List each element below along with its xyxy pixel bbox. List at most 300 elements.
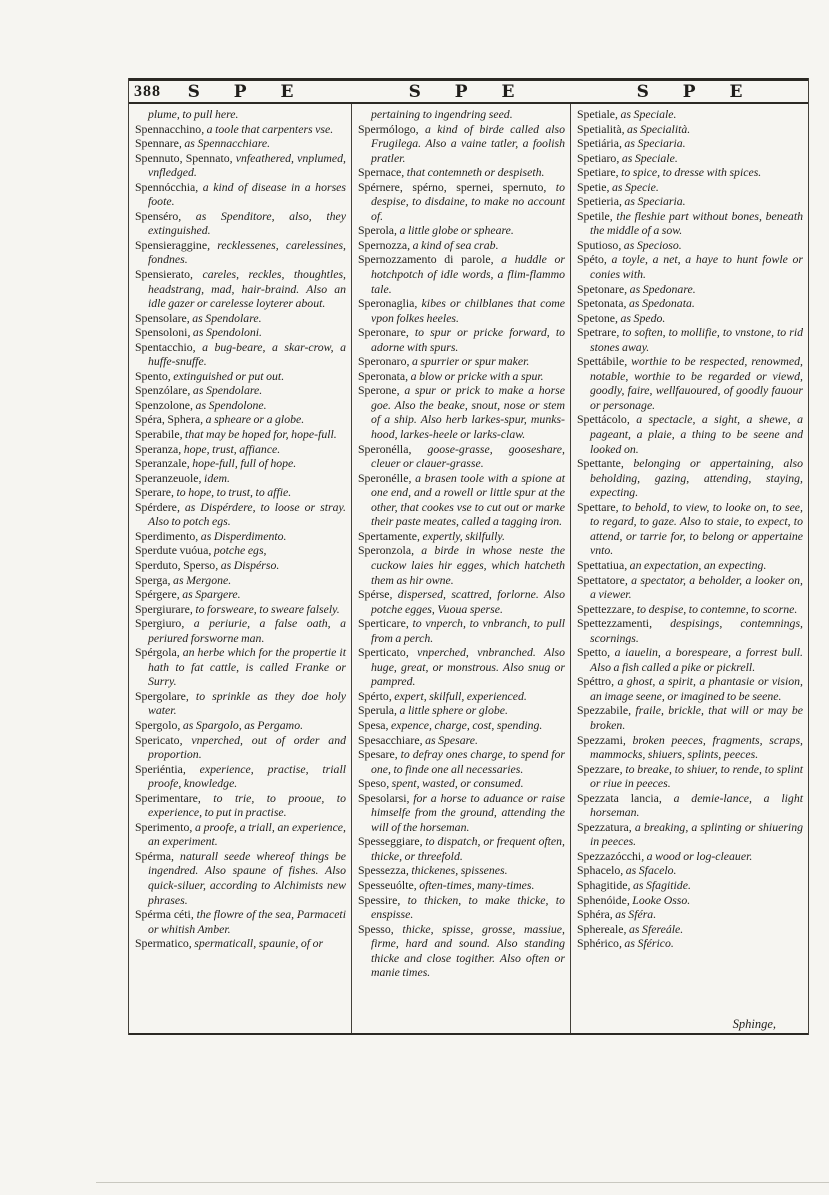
dictionary-entry	[358, 791, 565, 835]
dictionary-entry	[577, 907, 803, 922]
dictionary-entry	[358, 703, 565, 718]
column-header-2: S P E	[408, 81, 529, 102]
headword: Speronata	[358, 368, 406, 383]
definition: , to despise, to contemne, to scorne.	[631, 601, 798, 616]
headword: Spetonata	[577, 296, 624, 311]
headword: Sperimentare	[135, 790, 198, 805]
dictionary-entry	[577, 791, 803, 820]
dictionary-entry	[358, 543, 565, 587]
dictionary-entry	[577, 311, 803, 326]
headword: Speronzola	[358, 543, 412, 558]
definition: , as Sfacelo.	[620, 863, 677, 878]
headword: Spérdere	[135, 499, 177, 514]
definition: , a spectator, a beholder, a looker on, a viewer.	[590, 572, 803, 602]
dictionary-entry	[358, 383, 565, 441]
headword: Sphenóide	[577, 892, 627, 907]
headword: Sperone	[358, 383, 397, 398]
headword: Spento	[135, 368, 168, 383]
definition: , to spice, to dresse with spices.	[615, 165, 762, 180]
definition: , a iauelin, a borespeare, a forrest bull. Also a fish called a pike or pickrell.	[590, 645, 803, 674]
definition: , a kind of birde called also Frugilega. Also a vaine tatler, a foolish pratler.	[371, 121, 565, 165]
dictionary-entry	[358, 471, 565, 529]
definition: , a bug-beare, a skar-crow, a huffe-snuffe.	[148, 339, 346, 369]
dictionary-column-2	[352, 104, 571, 1033]
headword: Speranzale	[135, 456, 187, 471]
headword: Spennócchia	[135, 179, 196, 194]
dictionary-entry	[135, 325, 346, 340]
dictionary-entry	[135, 543, 346, 558]
headword: Speso	[358, 776, 387, 791]
definition: , as Spedo.	[615, 310, 666, 325]
headword: Spettatore	[577, 572, 625, 587]
dictionary-entry	[577, 893, 803, 908]
headword: Spesare	[358, 747, 395, 762]
dictionary-entry	[358, 645, 565, 689]
headword: Spettábile	[577, 354, 625, 369]
definition: , naturall seede whereof things be ingendred. Also spaune of fishes. Also quick-siluer, according to Alchimists new phrases.	[148, 848, 346, 907]
dictionary-entry	[135, 558, 346, 573]
catchword: Sphinge,	[732, 1017, 776, 1031]
dictionary-entry	[577, 151, 803, 166]
dictionary-entry	[358, 718, 565, 733]
dictionary-entry	[135, 151, 346, 180]
headword: Spérma céti	[135, 907, 191, 922]
dictionary-entry	[577, 194, 803, 209]
dictionary-entry	[577, 165, 803, 180]
dictionary-entry	[358, 165, 565, 180]
dictionary-entry	[135, 718, 346, 733]
dictionary-entry	[358, 733, 565, 748]
dictionary-entry	[135, 689, 346, 718]
dictionary-entry	[577, 354, 803, 412]
columns-area	[129, 104, 808, 1035]
headword: Sphéra	[577, 907, 610, 922]
definition: , to sprinkle as they doe holy water.	[148, 688, 346, 718]
definition: , as Spedonata.	[623, 296, 695, 311]
dictionary-entry	[577, 412, 803, 456]
definition: , as Disperdimento.	[195, 528, 287, 543]
headword: Spergolo	[135, 717, 178, 732]
headword: Spesacchiare	[358, 732, 420, 747]
definition: , a little sphere or globe.	[394, 703, 508, 718]
definition: , as Spendolare.	[186, 310, 262, 325]
dictionary-entry	[135, 936, 346, 951]
definition: , expertly, skilfully.	[416, 528, 505, 543]
dictionary-entry	[577, 456, 803, 500]
definition: , goose-grasse, gooseshare, cleuer or clauer-grasse.	[371, 441, 565, 471]
dictionary-entry	[577, 922, 803, 937]
dictionary-entry	[135, 136, 346, 151]
dictionary-entry	[135, 180, 346, 209]
dictionary-entry	[577, 863, 803, 878]
dictionary-entry	[135, 573, 346, 588]
headword: Spettatiua	[577, 557, 625, 572]
headword: Sputioso	[577, 237, 619, 252]
dictionary-entry	[577, 573, 803, 602]
definition: , to trie, to prooue, to experience, to put in practise.	[148, 790, 346, 820]
headword: Spettezzamenti	[577, 616, 650, 631]
definition: , hope, trust, affiance.	[178, 441, 281, 456]
dictionary-entry	[358, 107, 565, 122]
definition: , to breake, to shiuer, to rende, to splint or riue in peeces.	[590, 761, 803, 791]
dictionary-entry	[577, 645, 803, 674]
headword: Spéto	[577, 252, 604, 267]
dictionary-entry	[135, 602, 346, 617]
definition: , as Sfagitide.	[627, 877, 691, 892]
headword: Spetonare	[577, 281, 625, 296]
headword: Spertamente	[358, 528, 417, 543]
dictionary-entry	[135, 238, 346, 267]
dictionary-entry	[358, 863, 565, 878]
definition: , a toyle, a net, a haye to hunt fowle or conies with.	[590, 252, 803, 282]
definition: , fraile, brickle, that will or may be broken.	[590, 703, 803, 732]
dictionary-entry	[358, 354, 565, 369]
definition: , worthie to be respected, renowmed, notable, worthie to be regarded or viewd, goodly, faire, wellfauoured, of goodly fauour or personage.	[590, 354, 803, 412]
dictionary-entry	[135, 485, 346, 500]
dictionary-entry	[358, 238, 565, 253]
definition: , as Spennacchiare.	[178, 136, 271, 151]
headword: Spérse	[358, 587, 390, 602]
dictionary-entry	[135, 456, 346, 471]
dictionary-entry	[135, 791, 346, 820]
headword: Spermólogo	[358, 121, 416, 136]
headword: Spernace	[358, 165, 402, 180]
headword: Spérnere, spérno, spernei, spernuto	[358, 179, 544, 194]
headword: Spensierato	[135, 267, 191, 282]
headword: Spéttro	[577, 674, 612, 689]
dictionary-entry	[577, 107, 803, 122]
headword: Spergolare	[135, 688, 186, 703]
definition: , vnfeathered, vnplumed, vnfledged.	[148, 150, 346, 180]
headword: Spezzatura	[577, 819, 629, 834]
headword: Spezzabile	[577, 703, 629, 718]
definition: , vnperched, vnbranched. Also huge, great, or monstrous. Also snug or pampred.	[371, 645, 565, 689]
definition: , broken peeces, fragments, scraps, mammocks, shiuers, splints, peeces.	[590, 732, 803, 762]
definition: , experience, practise, triall proofe, knowledge.	[148, 761, 346, 791]
dictionary-column-3	[571, 104, 808, 1033]
headword: Spericato	[135, 732, 180, 747]
definition: , as Spargolo, as Pergamo.	[177, 717, 304, 732]
definition: , a little globe or spheare.	[394, 223, 514, 238]
dictionary-entry	[135, 471, 346, 486]
definition: , to soften, to mollifie, to vnstone, to rid stones away.	[590, 325, 803, 354]
definition: , to hope, to trust, to affie.	[171, 485, 292, 500]
headword: Spermatico	[135, 936, 189, 951]
definition: , as Sféra.	[609, 907, 657, 922]
dictionary-entry	[135, 412, 346, 427]
dictionary-entry	[577, 558, 803, 573]
dictionary-entry	[577, 820, 803, 849]
headword: Sperimento	[135, 819, 190, 834]
dictionary-entry	[577, 936, 803, 951]
headword: Spennuto, Spennato	[135, 150, 230, 165]
definition: , vnperched, out of order and proportion.	[148, 732, 346, 762]
headword: Sperola	[358, 223, 395, 238]
dictionary-entry	[358, 747, 565, 776]
definition: , as Spesare.	[419, 732, 478, 747]
dictionary-entry	[135, 442, 346, 457]
dictionary-entry	[577, 180, 803, 195]
dictionary-entry	[577, 733, 803, 762]
definition: , as Speciaria.	[618, 194, 686, 209]
dictionary-entry	[135, 267, 346, 311]
definition: , to thicken, to make thicke, to enspisse.	[371, 892, 565, 922]
headword: Sperdute vuóua	[135, 543, 209, 558]
definition: , as Mergone.	[167, 572, 232, 587]
headword: Spezzazócchi	[577, 848, 642, 863]
dictionary-entry	[577, 209, 803, 238]
dictionary-entry	[135, 820, 346, 849]
headword: Spergiurare	[135, 601, 190, 616]
definition: , a huddle or hotchpotch of idle words, a flim-flammo tale.	[371, 252, 565, 296]
headword: Spenséro	[135, 208, 179, 223]
dictionary-entry	[135, 209, 346, 238]
dictionary-entry	[135, 645, 346, 689]
headword: Spesseggiare	[358, 834, 420, 849]
definition: , to defray ones charge, to spend for one, to finde one all necessaries.	[371, 747, 565, 776]
dictionary-entry	[135, 529, 346, 544]
headword: Spenzólare	[135, 383, 188, 398]
headword: Spesso	[358, 921, 391, 936]
headword: Spetie	[577, 179, 607, 194]
definition: , expert, skilfull, experienced.	[388, 688, 527, 703]
definition: , expence, charge, cost, spending.	[385, 717, 543, 732]
headword: Spetieria	[577, 194, 619, 209]
definition: , idem.	[198, 470, 230, 485]
definition: , often-times, many-times.	[413, 877, 535, 892]
definition: , spent, wasted, or consumed.	[386, 776, 524, 791]
headword: Spesseuólte	[358, 877, 414, 892]
dictionary-entry	[358, 689, 565, 704]
definition: , as Specialità.	[621, 121, 691, 136]
dictionary-entry	[358, 325, 565, 354]
headword: Spezzata lancia	[577, 790, 659, 805]
headword: Spérto	[358, 688, 389, 703]
headword: Spetialità	[577, 121, 622, 136]
definition: , a kind of sea crab.	[407, 237, 499, 252]
dictionary-entry	[135, 311, 346, 326]
headword: Spessezza	[358, 863, 406, 878]
definition: , as Spendoloni.	[187, 325, 263, 340]
dictionary-entry	[135, 340, 346, 369]
headword: Spensoloni	[135, 325, 188, 340]
definition: , as Specioso.	[618, 237, 682, 252]
headword: Sperabile	[135, 427, 180, 442]
dictionary-entry	[358, 776, 565, 791]
headword: Spezzami	[577, 732, 623, 747]
dictionary-entry	[135, 500, 346, 529]
page-edge-line	[96, 1182, 829, 1183]
definition: , a demie-lance, a light horseman.	[590, 790, 803, 820]
dictionary-entry	[358, 878, 565, 893]
definition: , as Dispérdere, to loose or stray. Also to potch egs.	[148, 499, 346, 529]
dictionary-entry	[577, 296, 803, 311]
definition: , as Spendolare.	[187, 383, 263, 398]
definition: , as Dispérso.	[215, 557, 280, 572]
definition: , the flowre of the sea, Parmaceti or whitish Amber.	[148, 907, 346, 936]
headword: Spettácolo	[577, 412, 627, 427]
dictionary-entry	[135, 383, 346, 398]
definition: , to forsweare, to sweare falsely.	[189, 601, 340, 616]
definition: , dispersed, scattred, forlorne. Also potche egges, Vuoua sperse.	[371, 587, 565, 616]
headword: Speranza	[135, 441, 179, 456]
definition: , as Speciale.	[615, 107, 677, 121]
headword: Sperdimento	[135, 528, 196, 543]
dictionary-entry	[358, 296, 565, 325]
dictionary-entry	[135, 369, 346, 384]
headword: Spennare	[135, 136, 179, 151]
dictionary-entry	[135, 587, 346, 602]
headword: Sphacelo	[577, 863, 621, 878]
definition: , as Specie.	[606, 179, 659, 194]
definition: , as Speciale.	[616, 150, 678, 165]
definition: , thicke, spisse, grosse, massiue, firme, hard and sound. Also standing thicke and close togither. Also often or manie times.	[371, 921, 565, 980]
definition: , recklessenes, carelessines, fondnes.	[148, 237, 346, 267]
headword: Sphérico	[577, 936, 619, 951]
dictionary-entry	[577, 325, 803, 354]
headword: Speronélla	[358, 441, 409, 456]
definition: pertaining to ingendring seed.	[371, 107, 513, 121]
headword: Speriéntia	[135, 761, 183, 776]
definition: , for a horse to aduance or raise himselfe from the ground, attending the will of the horseman.	[371, 790, 565, 834]
dictionary-entry	[577, 878, 803, 893]
definition: , potche egs,	[208, 543, 267, 558]
headword: Spérgere	[135, 587, 177, 602]
definition: , to despise, to disdaine, to make no account of.	[371, 179, 565, 223]
dictionary-entry	[577, 122, 803, 137]
dictionary-entry	[577, 674, 803, 703]
definition: , a periurie, a false oath, a periured forsworne man.	[148, 616, 346, 645]
headword: Spetile	[577, 208, 610, 223]
definition: , kibes or chilblanes that come vpon folkes heeles.	[371, 296, 565, 325]
page-number: 388	[134, 83, 161, 100]
definition: , hope-full, full of hope.	[186, 456, 297, 471]
headword: Spettare	[577, 499, 616, 514]
definition: , Looke Osso.	[626, 892, 691, 907]
column-header-3: S P E	[636, 81, 757, 102]
headword: Spetone	[577, 310, 616, 325]
headword: Speronélle	[358, 470, 409, 485]
definition: , as Speciaria.	[618, 136, 686, 151]
definition: , a spheare or a globe.	[200, 412, 305, 427]
dictionary-entry	[358, 442, 565, 471]
definition: , a wood or log-cleauer.	[641, 848, 753, 863]
dictionary-entry	[135, 427, 346, 442]
dictionary-entry	[135, 762, 346, 791]
dictionary-entry	[358, 529, 565, 544]
headword: Sphagitide	[577, 877, 628, 892]
dictionary-entry	[577, 282, 803, 297]
definition: , as Spendolone.	[190, 397, 267, 412]
dictionary-entry	[577, 252, 803, 281]
definition: , a spectacle, a sight, a shewe, a pageant, a plaie, a thing to be seene and looked on.	[590, 412, 803, 456]
headword: Spensolare	[135, 310, 187, 325]
definition: , that contemneth or despiseth.	[401, 165, 545, 180]
headword: Spetto	[577, 645, 608, 660]
dictionary-entry	[135, 616, 346, 645]
definition: , a proofe, a triall, an experience, an experiment.	[148, 819, 346, 849]
dictionary-entry	[135, 398, 346, 413]
definition: , a blow or pricke with a spur.	[405, 368, 544, 383]
dictionary-entry	[358, 223, 565, 238]
dictionary-entry	[577, 849, 803, 864]
dictionary-entry	[135, 849, 346, 907]
headword: Sperticato	[358, 645, 406, 660]
dictionary-entry	[577, 500, 803, 558]
headword: Spenzolone	[135, 397, 191, 412]
definition: , an herbe which for the propertie it hath to fat cattle, is called Franke or Surry.	[148, 645, 346, 689]
definition: , a spurrier or spur maker.	[406, 354, 530, 369]
dictionary-entry	[577, 703, 803, 732]
dictionary-entry	[577, 616, 803, 645]
definition: , to spur or pricke forward, to adorne with spurs.	[371, 325, 565, 354]
dictionary-entry	[358, 893, 565, 922]
headword: Spesolarsi	[358, 790, 407, 805]
headword: Spettezzare	[577, 601, 632, 616]
headword: Sperticare	[358, 616, 406, 631]
definition: , as Spenditore, also, they extinguished.	[148, 208, 346, 238]
definition: , a brasen toole with a spione at one end, and a rowell or little spur at the other, that cookes vse to cut out or marke their paste meates, called a tagging iron.	[371, 470, 565, 529]
headword: Spentacchio	[135, 339, 193, 354]
headword: Spergiuro	[135, 616, 182, 631]
headword: Spezzare	[577, 761, 620, 776]
definition: , belonging or appertaining, also beholding, gazing, attending, staying, expecting.	[590, 456, 803, 500]
headword: Spetiale	[577, 107, 616, 121]
dictionary-entry	[135, 107, 346, 122]
definition: , to behold, to view, to looke on, to see, to regard, to gaze. Also to staie, to expect, to attend, or tarrie for, to belong or appertaine vnto.	[590, 499, 803, 558]
dictionary-entry	[358, 834, 565, 863]
headword: Speranzeuole	[135, 470, 199, 485]
headword: Spessire	[358, 892, 398, 907]
definition: , a toole that carpenters vse.	[201, 121, 334, 136]
headword: Speronaro	[358, 354, 407, 369]
headword: Spesa	[358, 717, 386, 732]
dictionary-entry	[135, 733, 346, 762]
definition: , an expectation, an expecting.	[624, 557, 767, 572]
dictionary-entry	[358, 616, 565, 645]
dictionary-entry	[358, 922, 565, 980]
headword: Spensieraggine	[135, 237, 208, 252]
definition: , careles, reckles, thoughtles, headstrang, mad, hair-braind. Also an idle gazer or carelesse loyterer about.	[148, 267, 346, 311]
definition: plume, to pull here.	[148, 107, 239, 121]
headword: Spetrare	[577, 325, 617, 340]
definition: , a kind of disease in a horses foote.	[148, 179, 346, 209]
definition: , a ghost, a spirit, a phantasie or vision, an image seene, or imagined to be seene.	[590, 674, 803, 703]
dictionary-entry	[577, 238, 803, 253]
dictionary-entry	[135, 907, 346, 936]
headword: Sphereale	[577, 921, 624, 936]
headword: Sperula	[358, 703, 395, 718]
definition: , a breaking, a splinting or shiuering in peeces.	[590, 819, 803, 849]
headword: Spetiare	[577, 165, 616, 180]
definition: , the fleshie part without bones, beneath the middle of a sow.	[590, 208, 803, 238]
headword: Sperduto, Sperso	[135, 557, 216, 572]
definition: , as Spedonare.	[624, 281, 696, 296]
dictionary-entry	[577, 602, 803, 617]
dictionary-column-1	[129, 104, 352, 1033]
definition: , a spur or prick to make a horse goe. Also the beake, snout, nose or stem of a ship. Also herb larkes-spur, munks-hood, larkes-heele or larks-claw.	[371, 383, 565, 442]
dictionary-entry	[135, 122, 346, 137]
dictionary-entry	[577, 762, 803, 791]
headword: Sperga	[135, 572, 168, 587]
definition: , thickenes, spissenes.	[405, 863, 508, 878]
definition: , to dispatch, or frequent often, thicke, or threefold.	[371, 834, 565, 863]
headword: Sperare	[135, 485, 172, 500]
running-head	[129, 78, 808, 104]
headword: Spennacchino	[135, 121, 202, 136]
dictionary-entry	[358, 587, 565, 616]
definition: , extinguished or put out.	[167, 368, 285, 383]
